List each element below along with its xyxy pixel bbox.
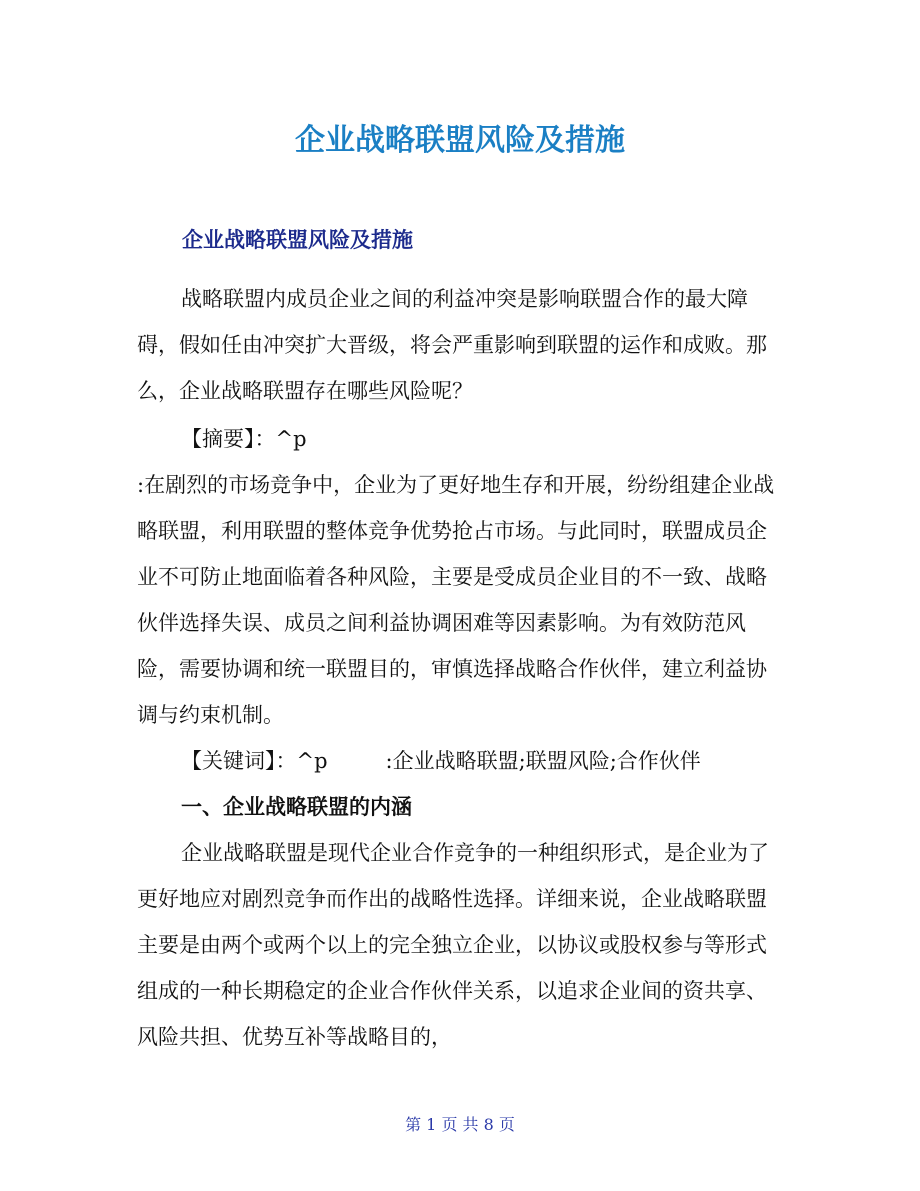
page-footer xyxy=(0,1112,920,1135)
section-paragraph: 企业战略联盟是现代企业合作竞争的一种组织形式，是企业为了更好地应对剧烈竞争而作出的战略性选择。详细来说，企业战略联盟主要是由两个或两个以上的完全独立企业，以协议或股权参与等形式组成的一种长期稳定的企业合作伙伴关系，以追求企业间的资共享、风险共担、优势互补等战略目的， xyxy=(137,841,769,1049)
footer-total-pages: 8 xyxy=(483,1115,494,1134)
intro-paragraph: 战略联盟内成员企业之间的利益冲突是影响联盟合作的最大障碍，假如任由冲突扩大晋级，将会严重影响到联盟的运作和成败。那么，企业战略联盟存在哪些风险呢？ xyxy=(137,287,767,403)
keywords-text: :企业战略联盟;联盟风险;合作伙伴 xyxy=(385,749,701,773)
section-heading: 一、企业战略联盟的内涵 xyxy=(181,794,412,819)
footer-suffix: 页 xyxy=(498,1115,515,1134)
abstract-label: 【摘要】：^p xyxy=(181,427,307,451)
keywords-label: 【关键词】：^p xyxy=(181,749,328,773)
abstract-paragraph: :在剧烈的市场竞争中，企业为了更好地生存和开展，纷纷组建企业战略联盟，利用联盟的整体竞争优势抢占市场。与此同时，联盟成员企业不可防止地面临着各种风险，主要是受成员企业目的不一致、战略伙伴选择失误、成员之间利益协调困难等因素影响。为有效防范风险，需要协调和统一联盟目的，审慎选择战略合作伙伴，建立利益协调与约束机制。 xyxy=(137,473,775,727)
footer-current-page: 1 xyxy=(426,1115,437,1134)
footer-prefix: 第 xyxy=(405,1115,422,1134)
footer-mid: 页 共 xyxy=(441,1115,479,1134)
document-title: 企业战略联盟风险及措施 xyxy=(295,123,625,158)
document-subtitle: 企业战略联盟风险及措施 xyxy=(182,228,413,252)
keywords-line xyxy=(137,738,787,784)
